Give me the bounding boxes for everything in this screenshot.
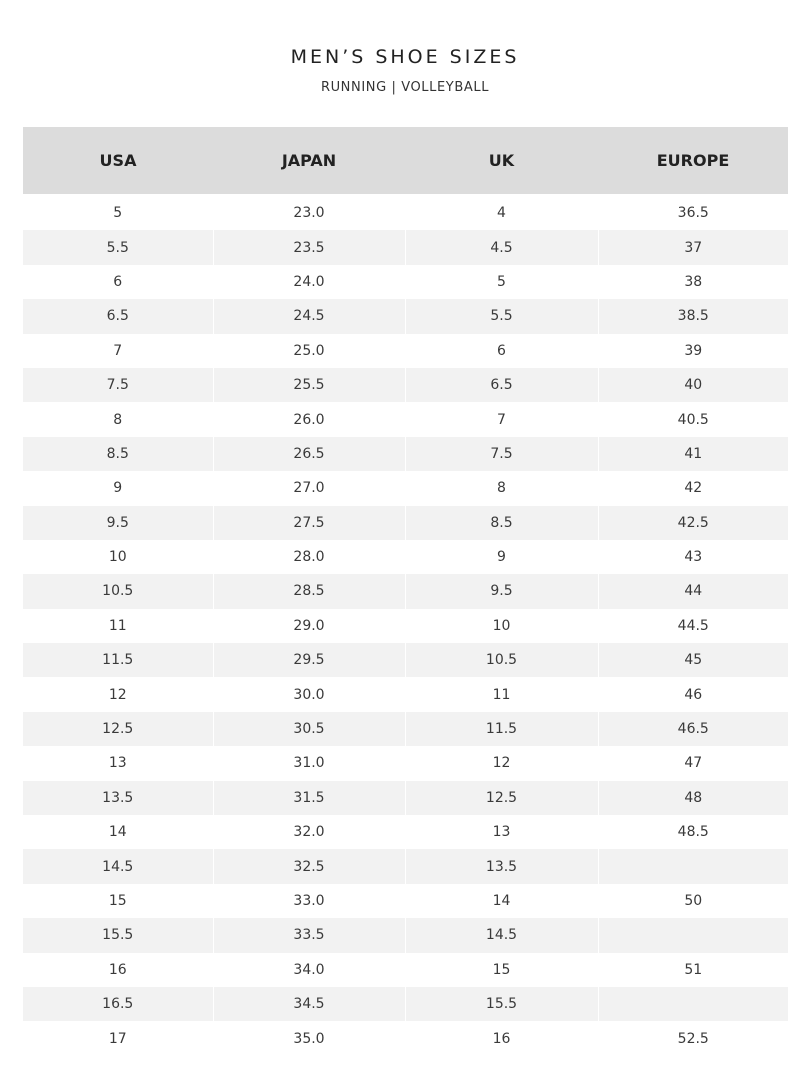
cell-usa: 12: [108, 686, 127, 703]
cell-uk: 14: [405, 884, 598, 918]
cell-europe: 46: [598, 677, 788, 711]
cell-uk: 14.5: [405, 918, 598, 952]
table-row: [23, 230, 788, 264]
table-row: [23, 368, 788, 402]
cell-japan: 25.5: [213, 368, 405, 402]
cell-uk: 9: [405, 540, 598, 574]
cell-japan: 28.5: [213, 574, 405, 608]
table-row: [23, 746, 788, 780]
cell-uk: 6: [405, 334, 598, 368]
cell-europe: 42.5: [598, 506, 788, 540]
cell-usa: 17: [108, 1030, 127, 1047]
cell-japan: 27.0: [213, 471, 405, 505]
page-title: MEN’S SHOE SIZES: [290, 46, 520, 68]
cell-europe: 42: [598, 471, 788, 505]
header-uk: UK: [405, 127, 598, 194]
table-row: [23, 299, 788, 333]
cell-japan: 33.5: [213, 918, 405, 952]
cell-uk: 8.5: [405, 506, 598, 540]
cell-japan: 35.0: [213, 1021, 405, 1055]
cell-europe: 36.5: [598, 194, 788, 230]
table-row: [23, 540, 788, 574]
cell-europe: [598, 987, 788, 1021]
cell-usa: 10: [108, 549, 127, 566]
cell-usa: 5: [113, 205, 123, 222]
cell-usa: 9: [113, 480, 123, 497]
cell-uk: 13: [405, 815, 598, 849]
cell-uk: 13.5: [405, 849, 598, 883]
header-usa: USA: [23, 127, 213, 194]
table-body: [23, 194, 788, 1056]
cell-europe: 44.5: [598, 609, 788, 643]
cell-europe: 52.5: [598, 1021, 788, 1055]
cell-uk: 11.5: [405, 712, 598, 746]
table-row: [23, 194, 788, 230]
header-japan: JAPAN: [213, 127, 405, 194]
cell-japan: 29.5: [213, 643, 405, 677]
cell-europe: 40: [598, 368, 788, 402]
cell-usa: 16.5: [23, 987, 213, 1021]
cell-japan: 26.0: [213, 402, 405, 436]
cell-usa: 14: [108, 824, 127, 841]
cell-japan: 33.0: [213, 884, 405, 918]
cell-usa: 15.5: [23, 918, 213, 952]
cell-europe: 46.5: [598, 712, 788, 746]
cell-europe: 44: [598, 574, 788, 608]
cell-europe: 37: [598, 230, 788, 264]
cell-europe: 38.5: [598, 299, 788, 333]
cell-uk: 12: [405, 746, 598, 780]
table-header: [23, 127, 788, 194]
cell-uk: 5.5: [405, 299, 598, 333]
cell-japan: 32.0: [213, 815, 405, 849]
cell-usa: 7.5: [23, 368, 213, 402]
cell-europe: 43: [598, 540, 788, 574]
cell-uk: 7: [405, 402, 598, 436]
cell-europe: 48: [598, 781, 788, 815]
cell-europe: [598, 918, 788, 952]
cell-usa: 13: [108, 755, 127, 772]
cell-usa: 6: [113, 273, 123, 290]
table-row: [23, 265, 788, 299]
cell-uk: 6.5: [405, 368, 598, 402]
table-row: [23, 884, 788, 918]
cell-europe: [598, 849, 788, 883]
cell-europe: 38: [598, 265, 788, 299]
cell-japan: 31.5: [213, 781, 405, 815]
table-row: [23, 506, 788, 540]
cell-usa: 14.5: [23, 849, 213, 883]
cell-uk: 15.5: [405, 987, 598, 1021]
cell-japan: 32.5: [213, 849, 405, 883]
table-row: [23, 781, 788, 815]
cell-usa: 8: [113, 411, 123, 428]
cell-europe: 50: [598, 884, 788, 918]
cell-europe: 40.5: [598, 402, 788, 436]
cell-usa: 5.5: [23, 230, 213, 264]
table-row: [23, 953, 788, 987]
cell-europe: 51: [598, 953, 788, 987]
cell-usa: 10.5: [23, 574, 213, 608]
table-row: [23, 987, 788, 1021]
cell-uk: 9.5: [405, 574, 598, 608]
cell-uk: 4: [405, 194, 598, 230]
cell-europe: 45: [598, 643, 788, 677]
cell-europe: 41: [598, 437, 788, 471]
table-row: [23, 437, 788, 471]
cell-uk: 4.5: [405, 230, 598, 264]
cell-japan: 24.0: [213, 265, 405, 299]
table-row: [23, 918, 788, 952]
table-row: [23, 849, 788, 883]
cell-japan: 25.0: [213, 334, 405, 368]
page-subtitle: RUNNING | VOLLEYBALL: [320, 80, 490, 95]
table-row: [23, 471, 788, 505]
cell-europe: 39: [598, 334, 788, 368]
table-row: [23, 712, 788, 746]
header-row: [23, 127, 788, 194]
cell-usa: 9.5: [23, 506, 213, 540]
cell-usa: 8.5: [23, 437, 213, 471]
cell-japan: 23.5: [213, 230, 405, 264]
cell-europe: 48.5: [598, 815, 788, 849]
cell-uk: 10: [405, 609, 598, 643]
table-row: [23, 815, 788, 849]
cell-uk: 15: [405, 953, 598, 987]
cell-europe: 47: [598, 746, 788, 780]
cell-uk: 7.5: [405, 437, 598, 471]
cell-japan: 26.5: [213, 437, 405, 471]
cell-japan: 24.5: [213, 299, 405, 333]
cell-japan: 28.0: [213, 540, 405, 574]
cell-japan: 34.0: [213, 953, 405, 987]
cell-japan: 27.5: [213, 506, 405, 540]
table-row: [23, 643, 788, 677]
cell-usa: 7: [113, 342, 123, 359]
cell-usa: 16: [108, 961, 127, 978]
table-row: [23, 609, 788, 643]
cell-uk: 16: [405, 1021, 598, 1055]
table-row: [23, 402, 788, 436]
cell-usa: 11: [108, 617, 127, 634]
cell-japan: 30.0: [213, 677, 405, 711]
cell-uk: 12.5: [405, 781, 598, 815]
table-row: [23, 574, 788, 608]
table-row: [23, 677, 788, 711]
table-row: [23, 334, 788, 368]
cell-japan: 30.5: [213, 712, 405, 746]
cell-uk: 8: [405, 471, 598, 505]
cell-uk: 11: [405, 677, 598, 711]
cell-usa: 12.5: [23, 712, 213, 746]
cell-usa: 11.5: [23, 643, 213, 677]
cell-japan: 31.0: [213, 746, 405, 780]
cell-japan: 23.0: [213, 194, 405, 230]
size-chart-table: [23, 127, 788, 1056]
cell-usa: 15: [108, 893, 127, 909]
cell-japan: 34.5: [213, 987, 405, 1021]
cell-usa: 6.5: [23, 299, 213, 333]
table-row: [23, 1021, 788, 1055]
header-europe: EUROPE: [598, 127, 788, 194]
cell-japan: 29.0: [213, 609, 405, 643]
cell-usa: 13.5: [23, 781, 213, 815]
cell-uk: 5: [405, 265, 598, 299]
cell-uk: 10.5: [405, 643, 598, 677]
